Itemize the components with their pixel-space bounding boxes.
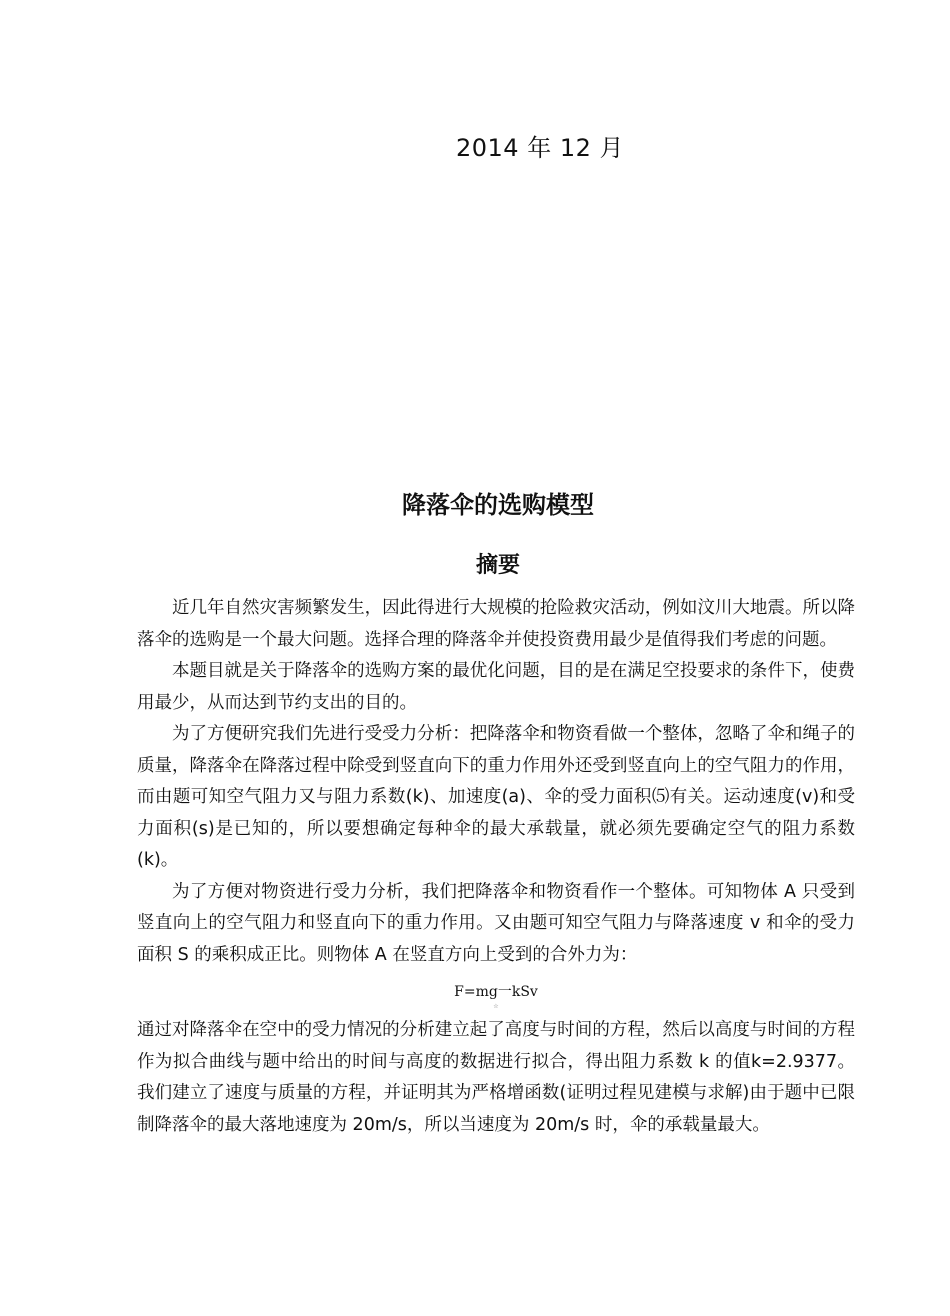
abstract-paragraph-4: 为了方便对物资进行受力分析，我们把降落伞和物资看作一个整体。可知物体 A 只受到竖直向上的空气阻力和竖直向下的重力作用。又由题可知空气阻力与降落速度 v 和伞的受力面积 S 的乘积成正比。则物体 A 在竖直方向上受到的合外力为： xyxy=(137,881,855,965)
paper-title: 降落伞的选购模型 xyxy=(402,491,594,519)
abstract-body xyxy=(137,593,855,1141)
abstract-paragraph-2: 本题目就是关于降落伞的选购方案的最优化问题，目的是在满足空投要求的条件下，使费用最少，从而达到节约支出的目的。 xyxy=(137,661,855,713)
abstract-conclusion: 通过对降落伞在空中的受力情况的分析建立起了高度与时间的方程，然后以高度与时间的方程作为拟合曲线与题中给出的时间与高度的数据进行拟合，得出阻力系数 k 的值k=2.9377。我们建立了速度与质量的方程，并证明其为严格增函数(证明过程见建模与求解)由于题中已限制降落伞的最大落地速度为 20m/s，所以当速度为 20m/s 时，伞的承载量最大。 xyxy=(137,1020,855,1135)
abstract-heading: 摘要 xyxy=(475,553,520,578)
force-formula: F=mg一kSv xyxy=(454,984,538,1000)
formula-mark: ☆ xyxy=(493,1003,499,1010)
cover-date: 2014 年 12 月 xyxy=(455,134,624,162)
abstract-paragraph-3: 为了方便研究我们先进行受受力分析：把降落伞和物资看做一个整体，忽略了伞和绳子的质量，降落伞在降落过程中除受到竖直向下的重力作用外还受到竖直向上的空气阻力的作用，而由题可知空气阻力又与阻力系数(k)、加速度(a)、伞的受力面积⑸有关。运动速度(v)和受力面积(s)是已知的，所以要想确定每种伞的最大承载量，就必须先要确定空气的阻力系数(k)。 xyxy=(137,724,855,870)
abstract-paragraph-1: 近几年自然灾害频繁发生，因此得进行大规模的抢险救灾活动，例如汶川大地震。所以降落伞的选购是一个最大问题。选择合理的降落伞并使投资费用最少是值得我们考虑的问题。 xyxy=(137,598,855,650)
